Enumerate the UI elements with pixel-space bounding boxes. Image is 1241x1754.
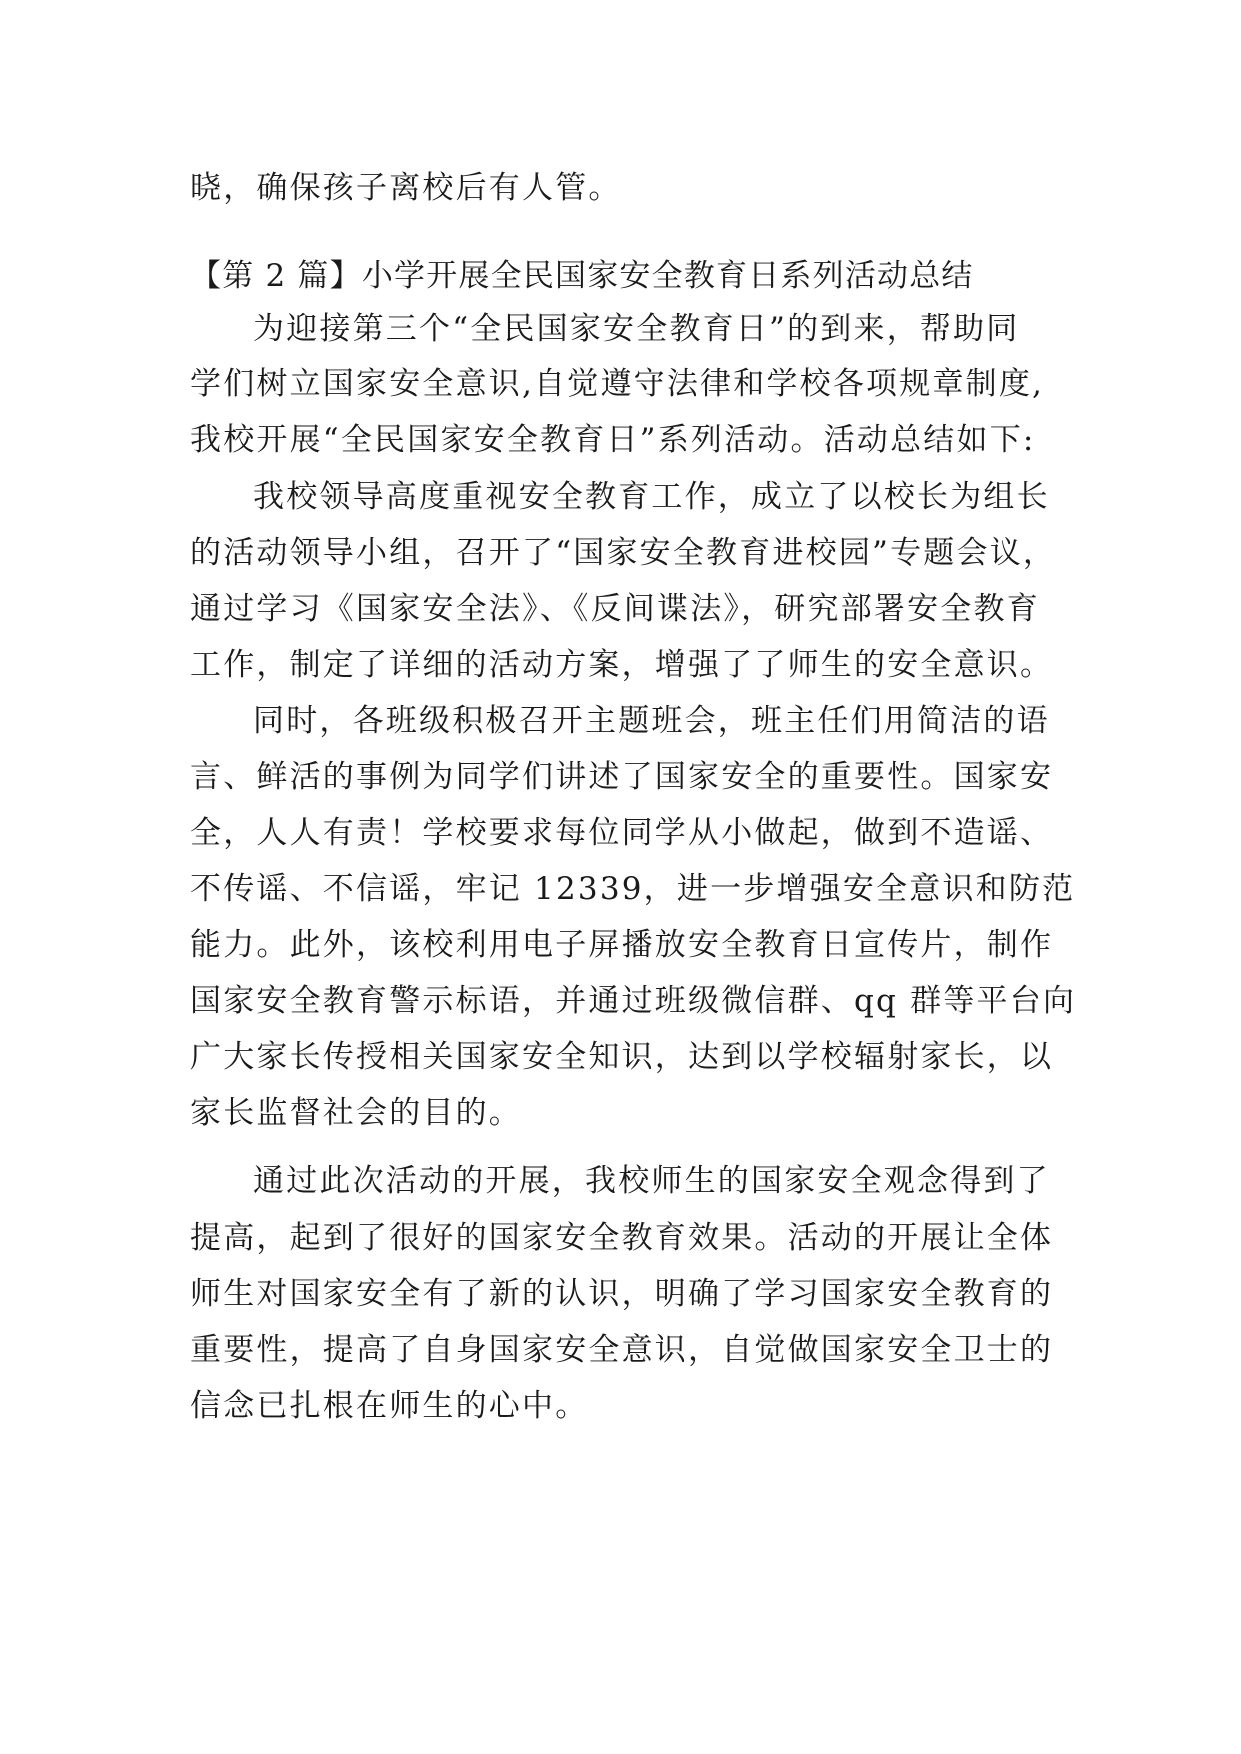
paragraph-2-line-1: 我校领导高度重视安全教育工作，成立了以校长为组长 (253, 479, 1050, 515)
paragraph-continuation: 晓，确保孩子离校后有人管。 (190, 170, 622, 206)
paragraph-3-line-5: 能力。此外，该校利用电子屏播放安全教育日宣传片，制作 (190, 927, 1054, 963)
paragraph-4-line-3: 师生对国家安全有了新的认识，明确了学习国家安全教育的 (190, 1276, 1054, 1312)
paragraph-1-line-2: 学们树立国家安全意识,自觉遵守法律和学校各项规章制度, (190, 366, 1045, 402)
paragraph-2-line-2: 的活动领导小组，召开了“国家安全教育进校园”专题会议， (190, 535, 1057, 571)
paragraph-3-line-7: 广大家长传授相关国家安全知识，达到以学校辐射家长，以 (190, 1039, 1054, 1075)
paragraph-3-line-2: 言、鲜活的事例为同学们讲述了国家安全的重要性。国家安 (190, 759, 1054, 795)
paragraph-4-line-4: 重要性，提高了自身国家安全意识，自觉做国家安全卫士的 (190, 1332, 1054, 1368)
paragraph-4-line-5: 信念已扎根在师生的心中。 (190, 1388, 589, 1424)
paragraph-1-line-3: 我校开展“全民国家安全教育日”系列活动。活动总结如下: (190, 422, 1036, 458)
article-title: 【第 2 篇】小学开展全民国家安全教育日系列活动总结 (190, 258, 974, 294)
paragraph-3-line-1: 同时，各班级积极召开主题班会，班主任们用简洁的语 (253, 703, 1050, 739)
paragraph-3-line-8: 家长监督社会的目的。 (190, 1095, 522, 1131)
paragraph-2-line-4: 工作，制定了详细的活动方案，增强了了师生的安全意识。 (190, 647, 1054, 683)
paragraph-3-line-4: 不传谣、不信谣，牢记 12339，进一步增强安全意识和防范 (190, 871, 1076, 907)
paragraph-3-line-3: 全，人人有责！学校要求每位同学从小做起，做到不造谣、 (190, 815, 1054, 851)
paragraph-4-line-1: 通过此次活动的开展，我校师生的国家安全观念得到了 (253, 1163, 1050, 1199)
paragraph-1-line-1: 为迎接第三个“全民国家安全教育日”的到来，帮助同 (253, 311, 1020, 347)
paragraph-2-line-3: 通过学习《国家安全法》、《反间谍法》，研究部署安全教育 (190, 591, 1040, 627)
paragraph-3-line-6: 国家安全教育警示标语，并通过班级微信群、qq 群等平台向 (190, 983, 1077, 1019)
paragraph-4-line-2: 提高，起到了很好的国家安全教育效果。活动的开展让全体 (190, 1220, 1054, 1256)
